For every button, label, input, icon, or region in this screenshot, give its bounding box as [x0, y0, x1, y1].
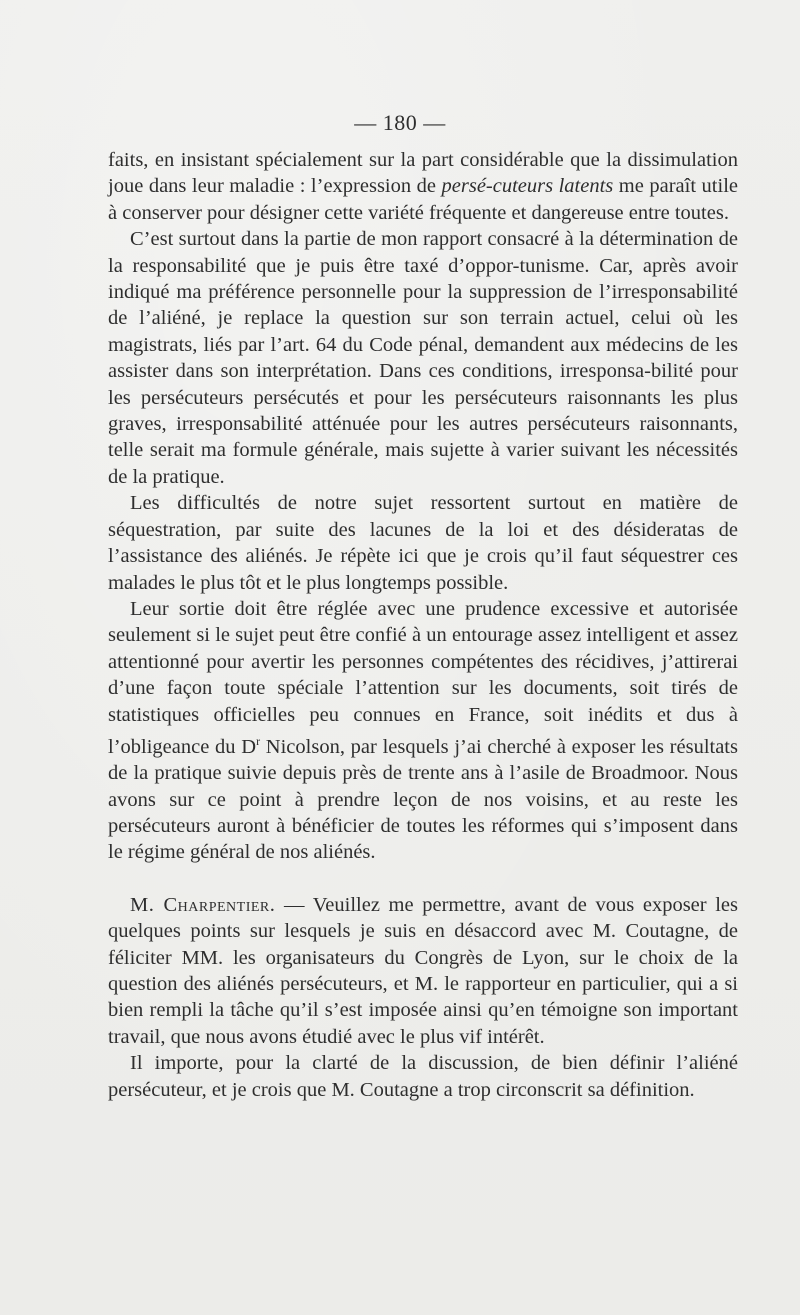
paragraph-sortie [108, 596, 738, 866]
paragraph-definition: Il importe, pour la clarté de la discussion, de bien définir l’aliéné persécuteur, et je crois que M. Coutagne a trop circonscrit sa définition. [108, 1052, 738, 1101]
paragraph-text: me paraît utile à conserver pour désigner cette variété fréquente et dangereuse entre toutes. [108, 175, 738, 224]
paragraph-text: — Veuillez me permettre, avant de vous exposer les quelques points sur lesquels je suis en désaccord avec M. Coutagne, de féliciter MM. les organisateurs du Congrès de Lyon, sur le choix de la question des aliénés persécuteurs, et M. le rapporteur en particulier, qui a si bien rempli la tâche qu’il s’est imposée ainsi qu’en témoigne son important travail, que nous avons étudié avec le plus vif intérêt. [108, 893, 738, 1048]
paragraph-sequestration: Les difficultés de notre sujet ressortent surtout en matière de séquestration, par suite des lacunes de la loi et des désideratas de l’assistance des aliénés. Je répète ici que je crois qu’il faut séquestrer ces malades le plus tôt et le plus longtemps possible. [108, 492, 738, 594]
paragraph-text: Leur sortie doit être réglée avec une prudence excessive et autorisée seulement si le sujet peut être confié à un entourage assez intelligent et assez attentionné pour avertir les personnes compétentes des récidives, j’attirerai d’une façon toute spéciale l’attention sur les documents, soit tirés de statistiques officielles peu connues en France, soit inédits et dus à l’obligeance du D [108, 597, 738, 758]
italic-term: persé-cuteurs latents [441, 175, 614, 198]
paragraph-text: Nicolson, par lesquels j’ai cherché à exposer les résultats de la pratique suivie depuis près de trente ans à l’asile de Broadmoor. Nous avons sur ce point à prendre leçon de nos voisins, et au reste les persécuteurs auront à bénéficier de toutes les réformes qui s’imposent dans le régime général de nos aliénés. [108, 735, 738, 864]
paragraph-charpentier [108, 892, 738, 1050]
paragraph-text: faits, en insistant spécialement sur la part considérable que la dissimulation joue dans leur maladie : l’expression de [108, 149, 738, 198]
body-text [108, 147, 738, 1103]
paragraph-responsabilite: C’est surtout dans la partie de mon rapport consacré à la détermination de la responsabilité que je puis être taxé d’oppor-tunisme. Car, après avoir indiqué ma préférence personnelle pour la suppression de l’irresponsabilité de l’aliéné, je replace la question sur son terrain actuel, celui où les magistrats, liés par l’art. 64 du Code pénal, demandent aux médecins de les assister dans son interprétation. Dans ces conditions, irresponsa-bilité pour les persécuteurs persécutés et pour les persécuteurs raisonnants les plus graves, irresponsabilité atténuée pour les autres persécuteurs raisonnants, telle serait ma formule générale, mais sujette à varier suivant les nécessités de la pratique. [108, 228, 738, 488]
page-number: — 180 — [354, 110, 446, 135]
speaker-name: M. Charpentier. [130, 893, 276, 916]
paragraph-continuation [108, 147, 738, 226]
superscript: r [256, 733, 261, 748]
